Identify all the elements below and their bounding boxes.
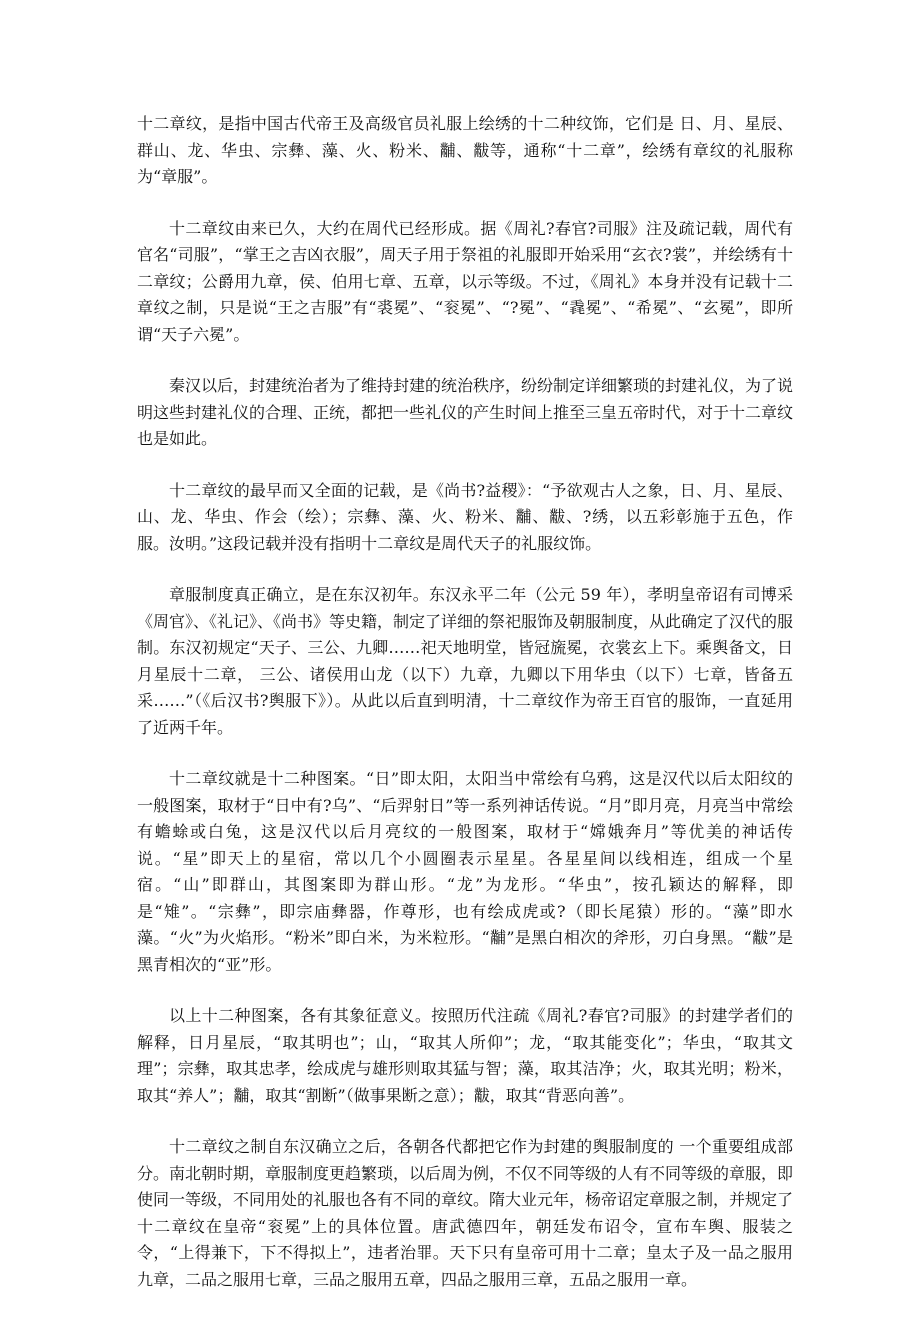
document-body	[137, 111, 793, 1318]
paragraph-symbolism: 以上十二种图案，各有其象征意义。按照历代注疏《周礼?春官?司服》的封建学者们的解释，日月星辰，“取其明也”；山，“取其人所仰”；龙，“取其能变化”；华虫，“取其文理”；宗彝，取其忠孝，绘成虎与雄形则取其猛与智；藻，取其洁净；火，取其光明；粉米，取其“养人”；黼，取其“割断”（做事果断之意）；黻，取其“背恶向善”。	[137, 1006, 793, 1105]
paragraph-intro: 十二章纹，是指中国古代帝王及高级官员礼服上绘绣的十二种纹饰，它们是 日、月、星辰、群山、龙、华虫、宗彝、藻、火、粉米、黼、黻等，通称“十二章”，绘绣有章纹的礼服称为“章服”。	[137, 114, 793, 186]
paragraph-eastern-han: 章服制度真正确立，是在东汉初年。东汉永平二年（公元 59 年），孝明皇帝诏有司博采《周官》、《礼记》、《尚书》等史籍，制定了详细的祭祀服饰及朝服制度，从此确定了汉代的服制。东汉初规定“天子、三公、九卿……祀天地明堂，皆冠旒冕，衣裳玄上下。乘舆备文，日月星辰十二章， 三公、诸侯用山龙（以下）九章，九卿以下用华虫（以下）七章，皆备五采……”（《后汉书?舆服下》）。从此以后直到明清，十二章纹作为帝王百官的服饰，一直延用了近两千年。	[137, 585, 794, 737]
paragraph-shangshu: 十二章纹的最早而又全面的记载，是《尚书?益稷》：“予欲观古人之象，日、月、星辰、山、龙、华虫、作会（绘）；宗彝、藻、火、粉米、黼、黻、?绣，以五彩彰施于五色，作服。汝明。”这段记载并没有指明十二章纹是周代天子的礼服纹饰。	[137, 480, 793, 553]
paragraph-later-dynasties: 十二章纹之制自东汉确立之后，各朝各代都把它作为封建的舆服制度的 一个重要组成部分。南北朝时期，章服制度更趋繁琐，以后周为例，不仅不同等级的人有不同等级的章服，即使同一等级，不同用处的礼服也各有不同的章纹。隋大业元年，杨帝诏定章服之制，并规定了十二章纹在皇帝“衮冕”上的具体位置。唐武德四年，朝廷发布诏令，宣布车舆、服装之令，“上得兼下，下不得拟上”，违者治罪。天下只有皇帝可用十二章；皇太子及一品之服用九章，二品之服用七章，三品之服用五章，四品之服用三章，五品之服用一章。	[137, 1137, 794, 1289]
paragraph-qin-han: 秦汉以后，封建统治者为了维持封建的统治秩序，纷纷制定详细繁琐的封建礼仪，为了说明这些封建礼仪的合理、正统，都把一些礼仪的产生时间上推至三皇五帝时代，对于十二章纹也是如此。	[137, 376, 794, 448]
paragraph-patterns: 十二章纹就是十二种图案。“日”即太阳，太阳当中常绘有乌鸦，这是汉代以后太阳纹的一般图案，取材于“日中有?乌”、“后羿射日”等一系列神话传说。“月”即月亮，月亮当中常绘有蟾蜍或白兔，这是汉代以后月亮纹的一般图案，取材于“嫦娥奔月”等优美的神话传说。“星”即天上的星宿，常以几个小圆圈表示星星。各星星间以线相连，组成一个星宿。“山”即群山，其图案即为群山形。“龙”为龙形。“华虫”，按孔颖达的解释，即是“雉”。“宗彝”，即宗庙彝器，作尊形，也有绘成虎或?（即长尾猿）形的。“藻”即水藻。“火”为火焰形。“粉米”即白米，为米粒形。“黼”是黑白相次的斧形，刃白身黑。“黻”是黑青相次的“亚”形。	[137, 769, 793, 974]
paragraph-origin: 十二章纹由来已久，大约在周代已经形成。据《周礼?春官?司服》注及疏记载，周代有官名“司服”，“掌王之吉凶衣服”，周天子用于祭祖的礼服即开始采用“玄衣?裳”，并绘绣有十二章纹；公爵用九章，侯、伯用七章、五章，以示等级。不过，《周礼》本身并没有记载十二章纹之制，只是说“王之吉服”有“裘冕”、“衮冕”、“?冕”、“毳冕”、“希冕”、“玄冕”，即所谓“天子六冕”。	[137, 218, 793, 344]
